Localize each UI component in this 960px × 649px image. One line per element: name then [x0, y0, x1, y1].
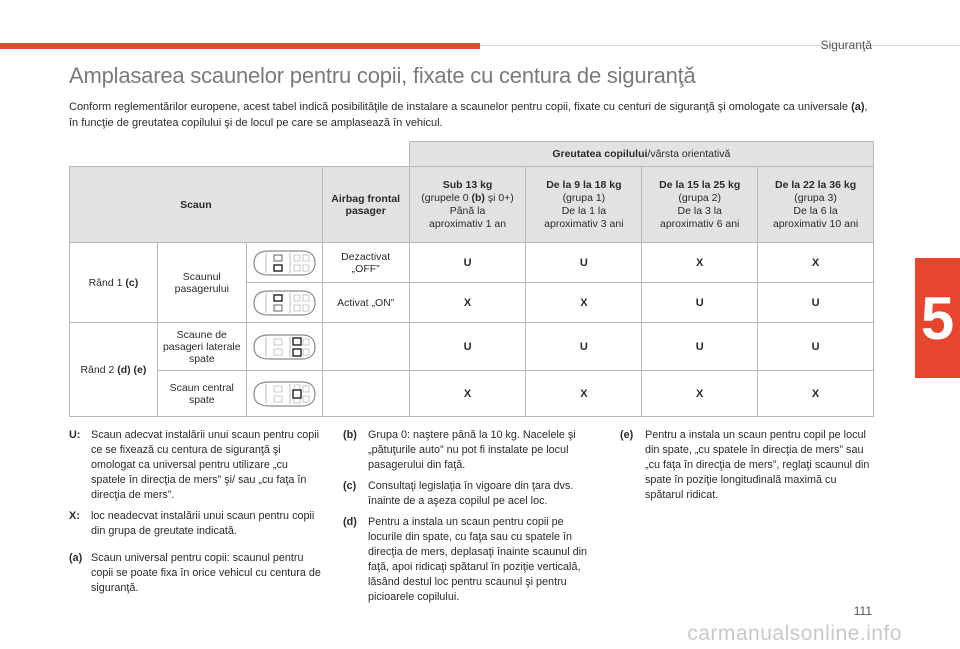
intro-paragraph: [69, 99, 869, 131]
row2-central-mark-2: X: [642, 371, 758, 417]
car-rear-central-icon: [250, 378, 318, 410]
airbag-column-header: Airbag frontal pasager: [322, 167, 409, 243]
seat-column-header: Scaun: [70, 167, 323, 243]
note-a: (a) Scaun universal pentru copii: scaunul pentru copii se poate fixa în orice vehicul cu centura de siguranţă.: [69, 552, 321, 594]
car-rear-lateral-icon: [250, 331, 318, 363]
row1-off-mark-1: U: [526, 243, 642, 283]
row1-on-mark-2: U: [642, 283, 758, 323]
row2-lateral-mark-3: U: [758, 323, 874, 371]
group-header-1: De la 9 la 18 kg (grupa 1) De la 1 la aproximativ 3 ani: [526, 167, 642, 243]
note-e: (e) Pentru a instala un scaun pentru copil pe locul din spate, „cu spatele în direcţia de mers” sau „cu faţa în direcţia de mers”, reglaţi scaunul din spate în poziţie longitudinală maximă cu spătarul ridicat.: [620, 429, 870, 501]
notes-column-2: [343, 428, 598, 611]
row2-central-airbag: [322, 371, 409, 417]
weight-header-rest: /vârsta orientativă: [647, 148, 731, 160]
row2-lateral-mark-2: U: [642, 323, 758, 371]
note-d: (d) Pentru a instala un scaun pentru copii pe locurile din spate, cu faţa sau cu spatele în direcţia de mers, deplasaţi înainte scaunul din faţă, apoi ridicaţi spătarul în poziţie verticală, lăsând destul loc pentru scaunul şi pentru picioarele copilului.: [343, 516, 588, 603]
table-corner: [70, 142, 410, 167]
row1-label: Rând 1 (c): [70, 243, 158, 323]
page-title: Amplasarea scaunelor pentru copii, fixate cu centura de siguranţă: [69, 63, 696, 88]
top-divider: [480, 45, 960, 46]
car-front-on-icon: [250, 287, 318, 319]
page-number: 111: [853, 604, 872, 618]
airbag-off: Dezactivat „OFF”: [322, 243, 409, 283]
top-accent-bar: [0, 43, 480, 49]
row1-on-mark-1: X: [526, 283, 642, 323]
row2-central-seat: Scaun central spate: [157, 371, 246, 417]
note-c: (c) Consultaţi legislaţia în vigoare din ţara dvs. înainte de a aşeza copilul pe acel loc.: [343, 480, 574, 507]
intro-part2: , în funcţie de greutatea copilului şi de locul pe care se amplasează în vehicul.: [69, 101, 868, 129]
row2-lateral-mark-0: U: [409, 323, 526, 371]
row2-label: Rând 2 (d) (e): [70, 323, 158, 417]
car-front-off-icon: [250, 247, 318, 279]
row2-central-mark-1: X: [526, 371, 642, 417]
row1-seat: Scaunul pasagerului: [157, 243, 246, 323]
row1-on-mark-0: X: [409, 283, 526, 323]
group-header-3: De la 22 la 36 kg (grupa 3) De la 6 la aproximativ 10 ani: [758, 167, 874, 243]
intro-part1: Conform reglementărilor europene, acest tabel indică posibilităţile de instalare a scaunelor pentru copii, fixate cu centuri de siguranţă şi omologate ca universale: [69, 101, 852, 113]
row2-central-mark-3: X: [758, 371, 874, 417]
group-header-2: De la 15 la 25 kg (grupa 2) De la 3 la aproximativ 6 ani: [642, 167, 758, 243]
watermark: carmanualsonline.info: [687, 622, 902, 645]
row2-lateral-mark-1: U: [526, 323, 642, 371]
section-name: Siguranţă: [820, 38, 872, 52]
group-header-0: Sub 13 kg (grupele 0 (b) şi 0+) Până la aproximativ 1 an: [409, 167, 526, 243]
notes-column-3: [620, 428, 870, 509]
row1-off-mark-3: X: [758, 243, 874, 283]
weight-header: [409, 142, 873, 167]
row1-on-mark-3: U: [758, 283, 874, 323]
note-x: X: loc neadecvat instalării unui scaun pentru copii din grupa de greutate indicată.: [69, 510, 315, 537]
row2-central-mark-0: X: [409, 371, 526, 417]
airbag-on: Activat „ON”: [322, 283, 409, 323]
row2-lateral-airbag: [322, 323, 409, 371]
intro-ref: (a): [851, 101, 865, 113]
notes-column-1: [69, 428, 324, 602]
seat-table: [69, 141, 874, 417]
chapter-tab: [915, 258, 960, 378]
car-diagram-front-off: [246, 243, 322, 283]
car-diagram-front-on: [246, 283, 322, 323]
chapter-number: 5: [920, 284, 955, 352]
car-diagram-rear-lateral: [246, 323, 322, 371]
row2-lateral-seat: Scaune de pasageri laterale spate: [157, 323, 246, 371]
weight-header-bold: Greutatea copilului: [552, 148, 648, 160]
row1-off-mark-0: U: [409, 243, 526, 283]
note-u: U: Scaun adecvat instalării unui scaun pentru copii ce se fixează cu centura de siguranţă şi omologat ca universal pentru utilizare „cu spatele în direcţia de mers” şi/ sau „cu faţa în direcţia de mers”.: [69, 429, 320, 501]
car-diagram-rear-central: [246, 371, 322, 417]
row1-off-mark-2: X: [642, 243, 758, 283]
note-b: (b) Grupa 0: naştere până la 10 kg. Nacelele şi „pătuţurile auto” nu pot fi instalate pe locul pasagerului din faţă.: [343, 429, 576, 471]
